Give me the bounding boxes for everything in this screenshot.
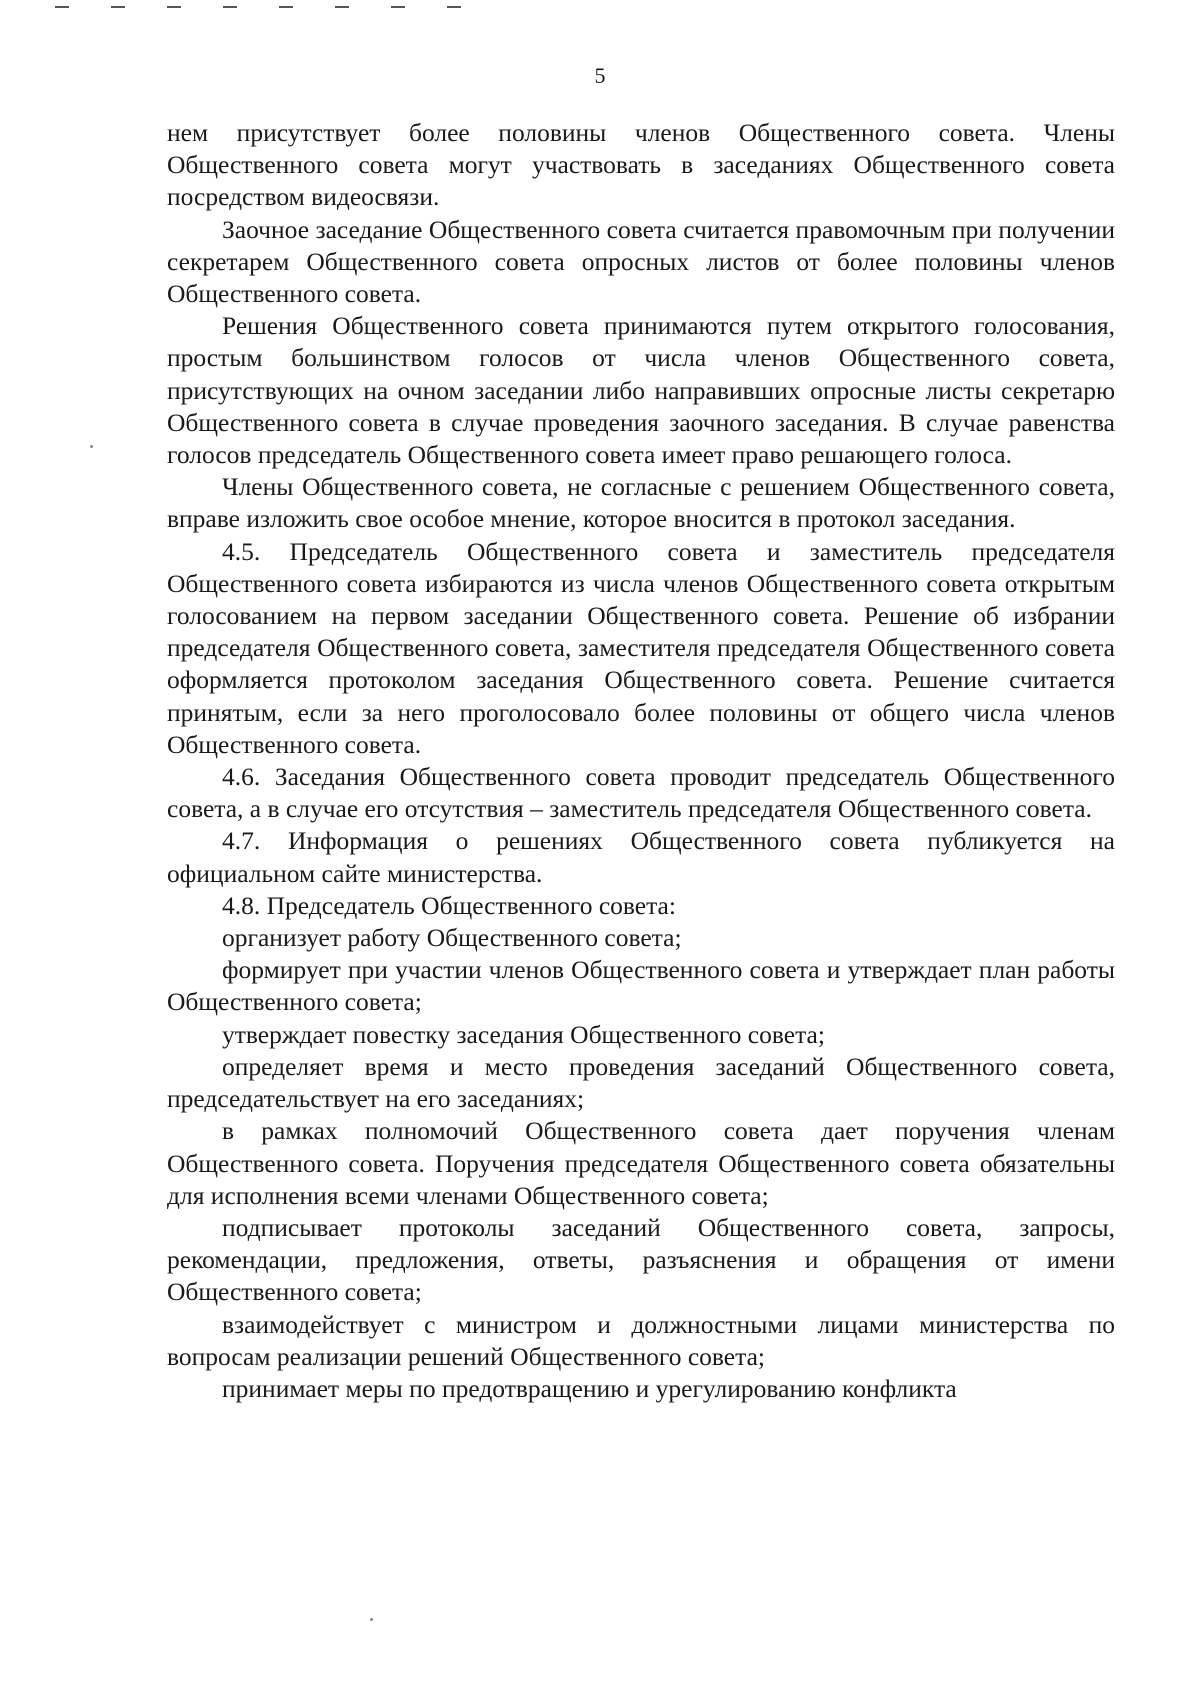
- scan-mark: [391, 6, 405, 8]
- scan-mark: [167, 6, 181, 8]
- paragraph-voting-decisions: Решения Общественного совета принимаются путем открытого голосования, простым большинством голосов от числа членов Общественного совета, присутствующих на очном заседании либо направивших опросные листы секретарю Общественного совета в случае проведения заочного заседания. В случае равенства голосов председатель Общественного совета имеет право решающего голоса.: [167, 311, 1115, 470]
- chairman-duty-item: формирует при участии членов Общественного совета и утверждает план работы Общественного совета;: [167, 955, 1115, 1017]
- clause-4-7: 4.7. Информация о решениях Общественного совета публикуется на официальном сайте министерства.: [167, 826, 1115, 888]
- scan-mark: [111, 6, 125, 8]
- chairman-duty-item: принимает меры по предотвращению и урегулированию конфликта: [222, 1373, 957, 1403]
- scan-speck: [370, 1618, 373, 1621]
- chairman-duty-item: подписывает протоколы заседаний Общественного совета, запросы, рекомендации, предложения, ответы, разъяснения и обращения от имени Общественного совета;: [167, 1212, 1115, 1307]
- chairman-duty-item: определяет время и место проведения заседаний Общественного совета, председательствует на его заседаниях;: [167, 1051, 1115, 1114]
- scan-mark: [279, 6, 293, 8]
- scan-mark: [447, 6, 461, 8]
- scan-mark: [223, 6, 237, 8]
- page-number: 5: [594, 63, 606, 88]
- chairman-duty-item: взаимодействует с министром и должностными лицами министерства по вопросам реализации решений Общественного совета;: [167, 1309, 1115, 1371]
- paragraph-absentee-meeting: Заочное заседание Общественного совета считается правомочным при получении секретарем Общественного совета опросных листов от более половины членов Общественного совета.: [167, 214, 1115, 309]
- paragraph-dissenting-opinion: Члены Общественного совета, не согласные с решением Общественного совета, вправе изложить свое особое мнение, которое вносится в протокол заседания.: [167, 472, 1115, 534]
- scan-edge-marks: [55, 6, 535, 8]
- chairman-duty-item: в рамках полномочий Общественного совета дает поручения членам Общественного совета. Поручения председателя Общественного совета обязательны для исполнения всеми членами Общественного совета;: [167, 1116, 1115, 1210]
- clause-4-5: 4.5. Председатель Общественного совета и заместитель председателя Общественного совета избираются из числа членов Общественного совета открытым голосованием на первом заседании Общественного совета. Решение об избрании председателя Общественного совета, заместителя председателя Общественного совета оформляется протоколом заседания Общественного совета. Решение считается принятым, если за него проголосовало более половины от общего числа членов Общественного совета.: [167, 536, 1115, 759]
- document-body: [167, 117, 1115, 1405]
- chairman-duty-item: организует работу Общественного совета;: [222, 923, 682, 953]
- chairman-duty-item: утверждает повестку заседания Общественного совета;: [222, 1019, 825, 1049]
- paragraph-continuation: нем присутствует более половины членов Общественного совета. Члены Общественного совета могут участвовать в заседаниях Общественного совета посредством видеосвязи.: [167, 118, 1115, 212]
- scan-mark: [55, 6, 69, 8]
- clause-4-8-heading: 4.8. Председатель Общественного совета:: [222, 890, 676, 920]
- scan-mark: [335, 6, 349, 8]
- scan-speck: [90, 445, 93, 448]
- clause-4-6: 4.6. Заседания Общественного совета проводит председатель Общественного совета, а в случае его отсутствия – заместитель председателя Общественного совета.: [167, 762, 1115, 824]
